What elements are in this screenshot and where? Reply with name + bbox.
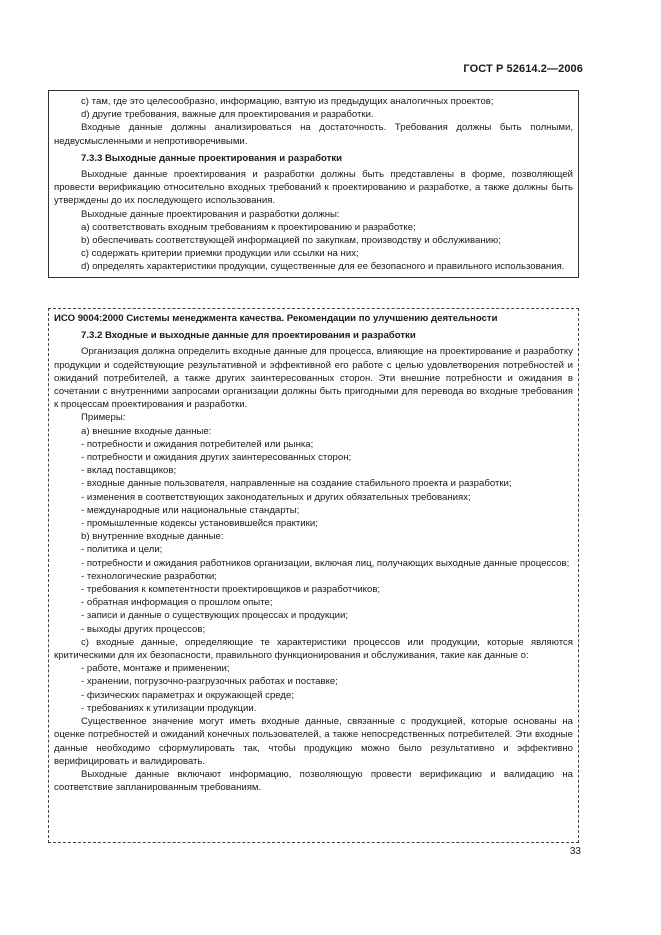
list-item: - вклад поставщиков; xyxy=(81,465,177,477)
list-item: а) соответствовать входным требованиям к проектированию и разработке; xyxy=(81,221,416,233)
list-item: - выходы других процессов; xyxy=(81,623,206,635)
page-number: 33 xyxy=(569,846,581,857)
list-item: d) другие требования, важные для проектирования и разработки. xyxy=(81,109,374,121)
paragraph: Организация должна определить входные данные для процесса, влияющие на проектирование и разработку продукции и содействующие результативной и эффективной его работе с целью удовлетворения потребностей и ожиданий потребителей, а также других заинтересованных сторон. Эти внешние потребности и ожидания в сочетании с внутренними запросами организации должны быть пригодными для перевода во входные требования к процессам проектирования и разработки. xyxy=(54,346,573,411)
list-item: - потребности и ожидания потребителей или рынка; xyxy=(81,438,314,450)
gost-text-box xyxy=(48,90,579,278)
list-heading: b) внутренние входные данные: xyxy=(81,531,224,543)
list-item: - изменения в соответствующих законодательных и других обязательных требованиях; xyxy=(81,491,471,503)
list-item: - хранении, погрузочно-разгрузочных работах и поставке; xyxy=(81,676,338,688)
section-title: 7.3.2 Входные и выходные данные для проектирования и разработки xyxy=(81,330,416,342)
paragraph: Выходные данные проектирования и разработки должны: xyxy=(81,208,340,220)
list-item: - физических параметрах и окружающей среде; xyxy=(81,689,295,701)
list-item: - входные данные пользователя, направленные на создание стабильного проекта и разработки; xyxy=(81,478,512,490)
examples-label: Примеры: xyxy=(81,412,126,424)
iso-text-box xyxy=(48,308,579,843)
list-item: - требования к компетентности проектировщиков и разработчиков; xyxy=(81,584,381,596)
list-item: - промышленные кодексы установившейся практики; xyxy=(81,518,318,530)
paragraph: Выходные данные включают информацию, позволяющую провести верификацию и валидацию на соответствие запланированным требованиям. xyxy=(54,768,573,794)
list-item: - потребности и ожидания других заинтересованных сторон; xyxy=(81,452,352,464)
list-item: - потребности и ожидания работников организации, включая лиц, получающих выходные данные процессов; xyxy=(81,557,570,569)
document-header: ГОСТ Р 52614.2—2006 xyxy=(463,63,583,75)
list-item: - международные или национальные стандарты; xyxy=(81,504,300,516)
list-item: d) определять характеристики продукции, существенные для ее безопасного и правильного использования. xyxy=(81,261,565,273)
list-item: b) обеспечивать соответствующей информацией по закупкам, производству и обслуживанию; xyxy=(81,235,501,247)
list-heading: а) внешние входные данные: xyxy=(81,425,212,437)
list-item: - требованиях к утилизации продукции. xyxy=(81,702,257,714)
list-item: - записи и данные о существующих процессах и продукции; xyxy=(81,610,349,622)
list-item: - политика и цели; xyxy=(81,544,163,556)
list-item: - технологические разработки; xyxy=(81,570,217,582)
list-heading: с) входные данные, определяющие те характеристики процессов или продукции, которые являются критическими для их безопасности, правильного функционирования и обслуживания, такие как данные о: xyxy=(54,636,573,662)
list-item: - работе, монтаже и применении; xyxy=(81,663,230,675)
paragraph: Выходные данные проектирования и разработки должны быть представлены в форме, позволяющей провести верификацию относительно входных требований к проектированию и разработке, а также должны быть утверждены до их последующего использования. xyxy=(54,169,573,207)
iso-standard-title: ИСО 9004:2000 Системы менеджмента качества. Рекомендации по улучшению деятельности xyxy=(54,313,498,324)
list-item: с) содержать критерии приемки продукции или ссылки на них; xyxy=(81,248,359,260)
list-item: - обратная информация о прошлом опыте; xyxy=(81,597,273,609)
paragraph: Входные данные должны анализироваться на достаточность. Требования должны быть полными, недвусмысленными и непротиворечивыми. xyxy=(54,122,573,147)
paragraph: Существенное значение могут иметь входные данные, связанные с продукцией, которые основаны на оценке потребностей и ожиданий конечных пользователей, а также непосредственных потребителей. Эти входные данные необходимо сформулировать так, чтобы продукцию можно было результативно и эффективно верифицировать и валидировать. xyxy=(54,716,573,767)
section-title: 7.3.3 Выходные данные проектирования и разработки xyxy=(81,152,343,164)
list-item: с) там, где это целесообразно, информацию, взятую из предыдущих аналогичных проектов; xyxy=(81,96,494,107)
